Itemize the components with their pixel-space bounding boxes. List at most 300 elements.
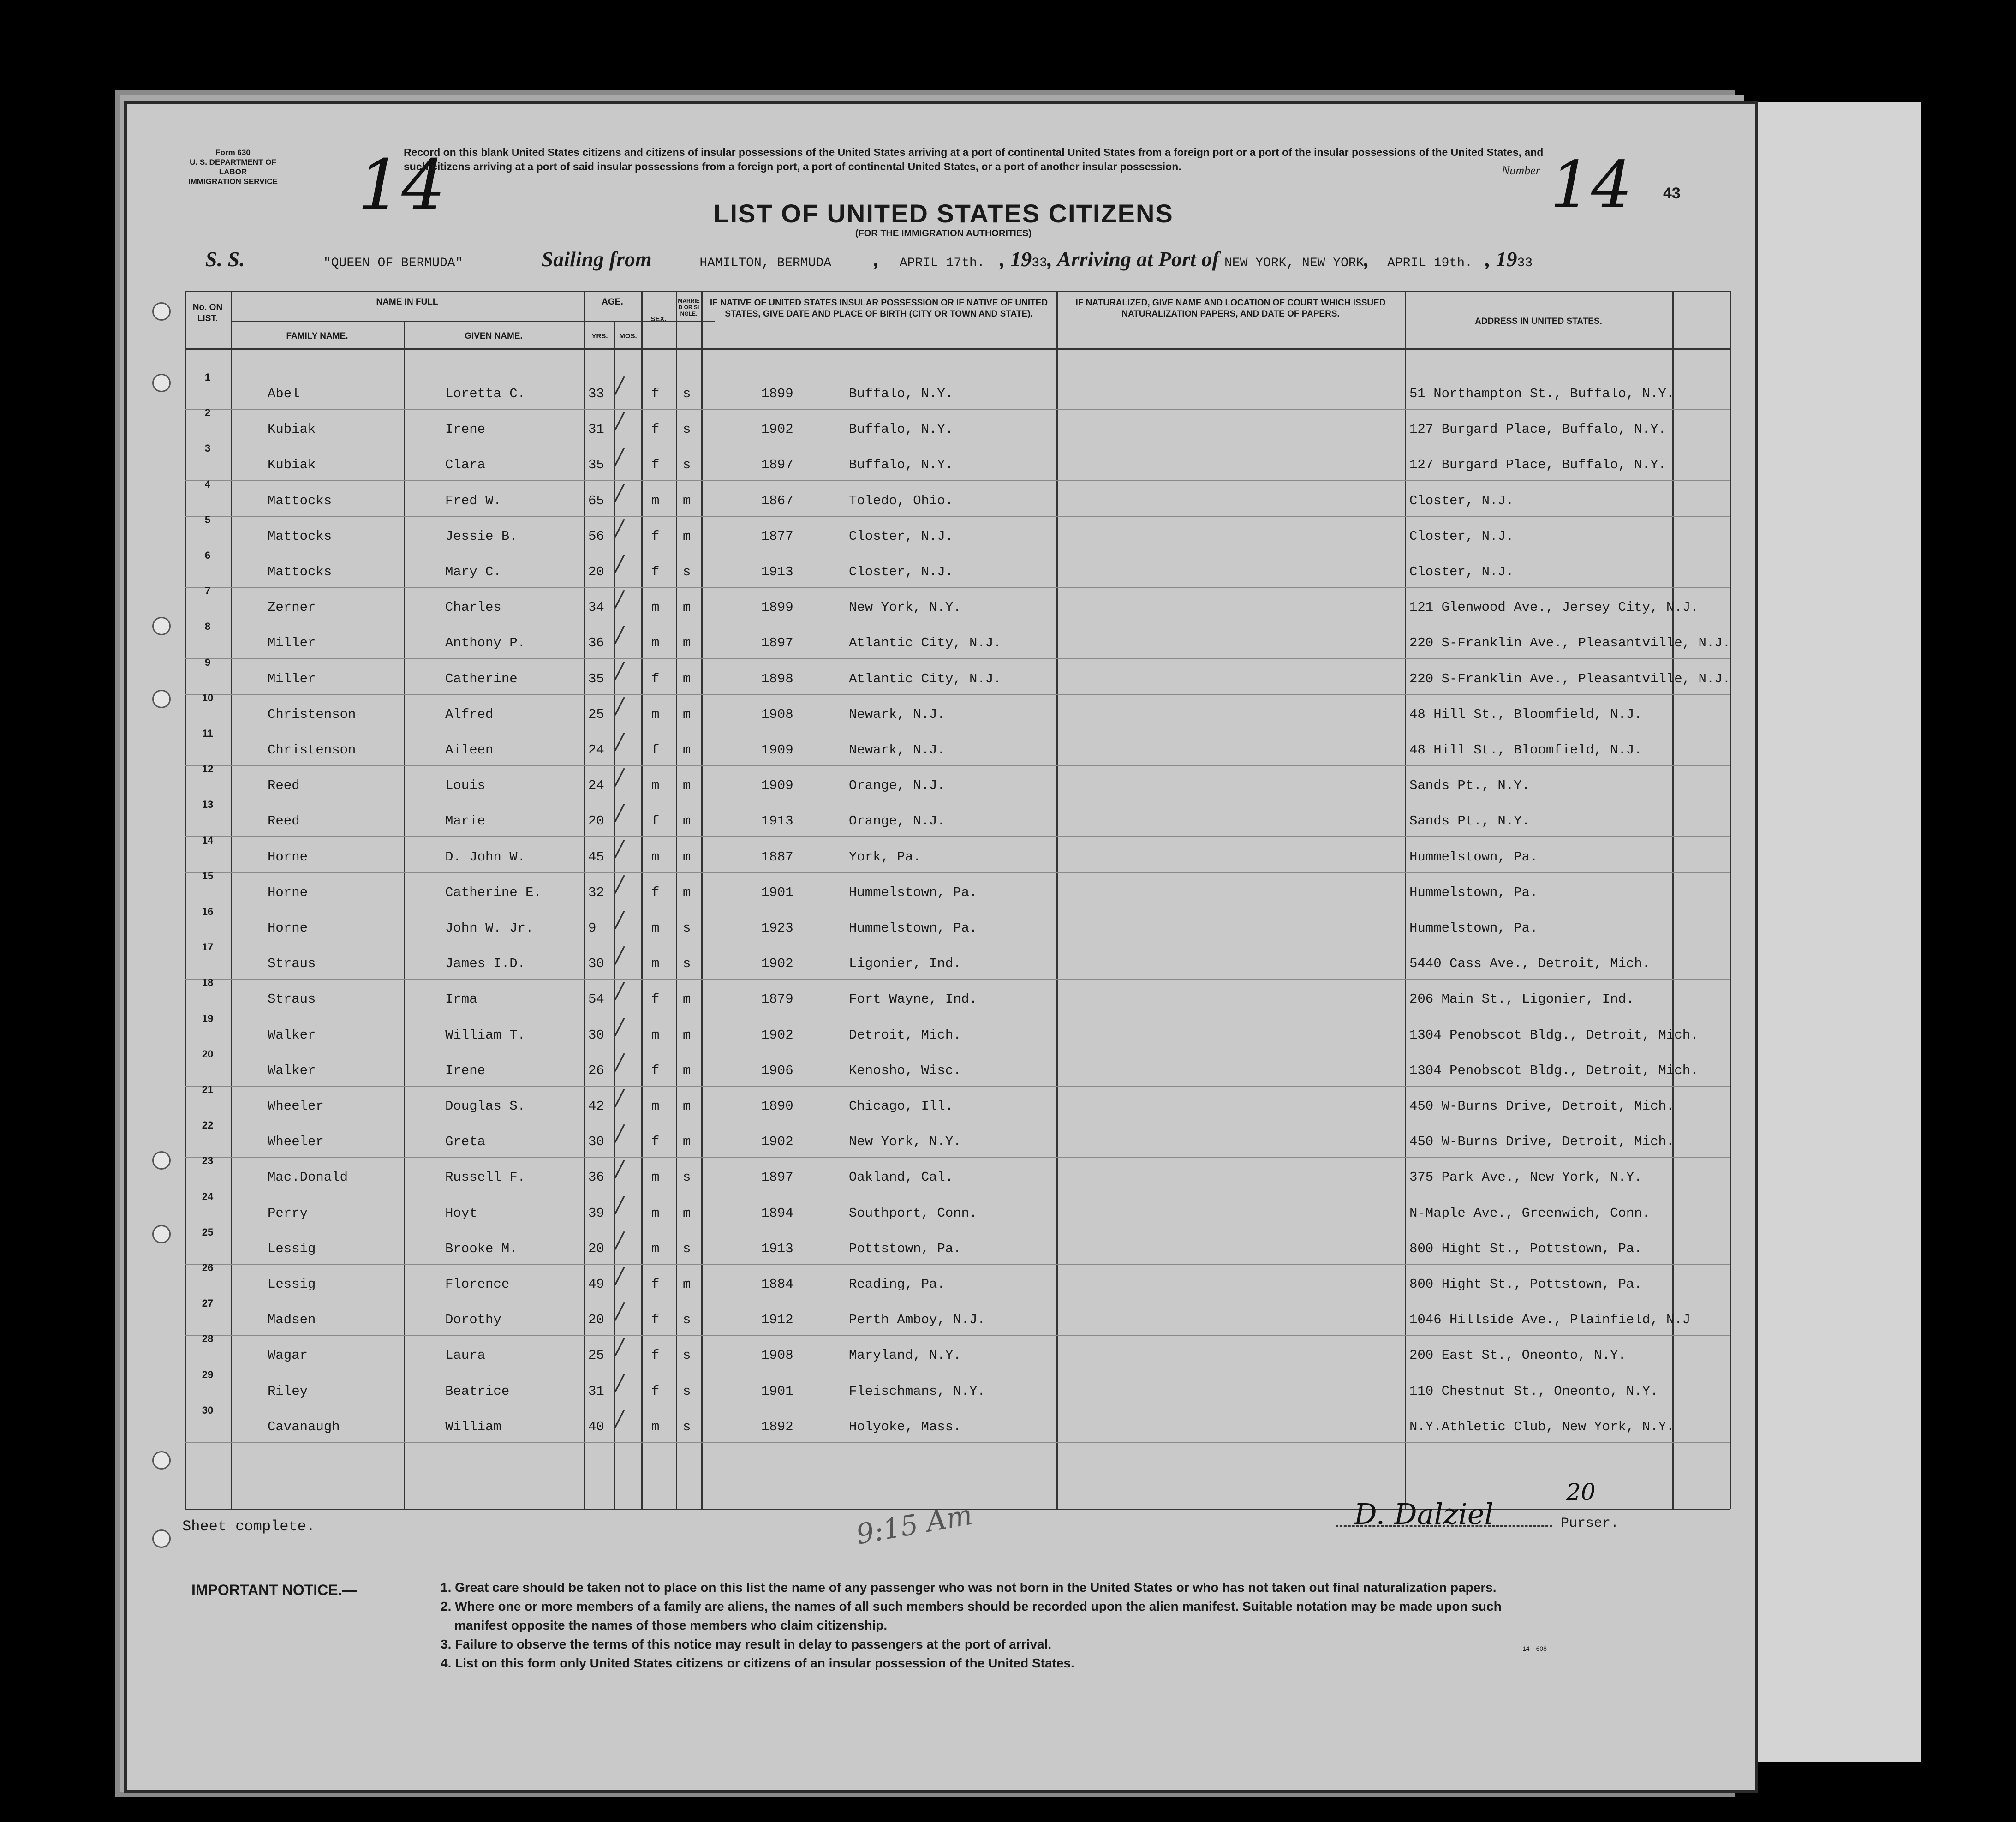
row-number: 27 [202,1297,214,1309]
birth-year: 1906 [761,1063,793,1078]
check-mark: / [616,1405,624,1431]
family-name: Christenson [268,742,356,758]
header-age: AGE. [602,297,623,307]
table-row [127,1048,1755,1093]
birth-year: 1894 [761,1205,793,1221]
row-number: 20 [202,1048,214,1060]
row-number: 24 [202,1190,214,1202]
ss-label: S. S. [205,247,245,271]
birth-year: 1899 [761,386,793,401]
page-subtitle: (FOR THE IMMIGRATION AUTHORITIES) [855,228,1032,239]
married-single: s [683,422,691,437]
family-name: Wheeler [268,1099,324,1114]
service: IMMIGRATION SERVICE [188,177,278,186]
table-row [127,906,1755,950]
sex: m [651,1027,660,1043]
birth-place: Reading, Pa. [849,1277,945,1292]
us-address: 220 S-Franklin Ave., Pleasantville, N.J. [1409,671,1731,687]
birth-place: Newark, N.J. [849,742,945,758]
given-name: Clara [445,457,486,473]
table-row [127,1012,1755,1057]
page-number: 43 [1663,185,1681,202]
arrival-date: APRIL 19th. [1387,256,1473,270]
married-single: m [683,1134,691,1150]
us-address: Hummelstown, Pa. [1409,884,1538,900]
age-years: 34 [588,600,604,615]
table-row [127,1333,1755,1378]
birth-year: 1913 [761,813,793,829]
age-years: 30 [588,1027,604,1043]
header-address: ADDRESS IN UNITED STATES. [1475,317,1602,326]
given-name: William T. [445,1027,526,1043]
birth-place: Atlantic City, N.J. [849,635,1002,651]
birth-year: 1912 [761,1312,793,1328]
table-row [127,834,1755,879]
punch-hole [152,617,171,635]
us-address: 1046 Hillside Ave., Plainfield, N.J [1409,1312,1691,1328]
check-mark: / [616,907,624,932]
family-name: Wheeler [268,1134,324,1150]
table-header-rule [185,348,1730,350]
age-years: 40 [588,1419,604,1434]
birth-year: 1913 [761,564,793,579]
sex: f [651,1134,660,1150]
purser-label: Purser. [1561,1516,1619,1531]
age-years: 65 [588,493,604,508]
family-name: Horne [268,884,308,900]
sex: m [651,1205,660,1221]
married-single: s [683,1170,691,1185]
row-number: 28 [202,1333,214,1345]
notice-line-2: 2. Where one or more members of a family are aliens, the names of all such members should be recorded upon the alien manifest. Suitable notation may be made upon such [441,1599,1502,1613]
given-name: Charles [445,600,501,615]
table-row [127,371,1755,416]
birth-year: 1898 [761,671,793,687]
check-mark: / [616,835,624,861]
sex: m [651,1419,660,1434]
birth-place: Southport, Conn. [849,1205,978,1221]
married-single: m [683,635,691,651]
row-number: 5 [204,514,211,526]
row-number: 9 [204,656,211,668]
us-address: Sands Pt., N.Y. [1409,813,1530,829]
check-mark: / [616,942,624,968]
family-name: Horne [268,920,308,936]
us-address: Closter, N.J. [1409,493,1514,508]
check-mark: / [616,1298,624,1325]
table-row [127,1297,1755,1342]
birth-place: Holyoke, Mass. [849,1419,961,1434]
form-identifier [182,148,284,186]
given-name: Brooke M. [445,1241,518,1256]
row-number: 10 [202,692,214,704]
birth-year: 1877 [761,528,793,544]
birth-year: 1879 [761,992,793,1007]
sex: m [651,849,660,865]
sex: f [651,457,660,473]
age-years: 30 [588,1134,604,1150]
married-single: m [683,849,691,865]
birth-year: 1892 [761,1419,793,1434]
given-name: Loretta C. [445,386,526,401]
row-number: 4 [204,478,211,490]
row-number: 17 [202,941,214,953]
check-mark: / [616,1369,624,1396]
check-mark: / [616,443,624,470]
sex: m [651,600,660,615]
notice-line-3: 3. Failure to observe the terms of this notice may result in delay to passengers at the port of arrival. [441,1637,1052,1651]
sex: m [651,956,660,972]
us-address: N-Maple Ave., Greenwich, Conn. [1409,1205,1651,1221]
family-name: Christenson [268,706,356,722]
year-prefix: 19 [1010,247,1032,271]
married-single: m [683,671,691,687]
family-name: Mattocks [268,528,332,544]
age-years: 20 [588,1312,604,1328]
punch-hole [152,1151,171,1170]
sex: f [651,1063,660,1078]
row-number: 12 [202,763,214,775]
year-prefix-2: 19 [1496,247,1517,271]
form-number: Form 630 [215,148,251,157]
age-years: 20 [588,1241,604,1256]
sex: f [651,1383,660,1399]
notice-line-2b: manifest opposite the names of those members who claim citizenship. [454,1618,888,1632]
table-row [127,1155,1755,1200]
us-address: 5440 Cass Ave., Detroit, Mich. [1409,956,1651,972]
birth-year: 1902 [761,422,793,437]
married-single: m [683,1277,691,1292]
birth-year: 1897 [761,1170,793,1185]
birth-place: Maryland, N.Y. [849,1348,961,1363]
header-birth: IF NATIVE OF UNITED STATES INSULAR POSSESSION OR IF NATIVE OF UNITED STATES, GIVE DATE AND PLACE OF BIRTH (CITY OR TOWN AND STATE). [710,298,1048,319]
check-mark: / [616,657,624,683]
age-years: 31 [588,422,604,437]
age-years: 39 [588,1205,604,1221]
us-address: 220 S-Franklin Ave., Pleasantville, N.J. [1409,635,1731,651]
check-mark: / [616,1156,624,1182]
row-number: 29 [202,1368,214,1380]
married-single: m [683,813,691,829]
table-row [127,621,1755,665]
given-name: James I.D. [445,956,526,972]
given-name: Greta [445,1134,486,1150]
table-row [127,763,1755,808]
given-name: Catherine E. [445,884,542,900]
birth-year: 1901 [761,884,793,900]
table-row [127,692,1755,737]
notice-line-1: 1. Great care should be taken not to place on this list the name of any passenger who was not born in the United States or who has not taken out final naturalization papers. [441,1580,1497,1595]
check-mark: / [616,764,624,790]
row-number: 26 [202,1262,214,1273]
row-number: 21 [202,1084,214,1095]
sex: f [651,884,660,900]
row-number: 7 [204,585,211,597]
family-name: Mattocks [268,493,332,508]
us-address: 1304 Penobscot Bldg., Detroit, Mich. [1409,1063,1699,1078]
married-single: m [683,528,691,544]
married-single: s [683,1312,691,1328]
birth-year: 1897 [761,635,793,651]
table-row [127,442,1755,487]
family-name: Lessig [268,1277,316,1292]
sex: f [651,422,660,437]
birth-year: 1909 [761,742,793,758]
notice-line-4: 4. List on this form only United States citizens or citizens of an insular possession of the United States. [441,1656,1074,1670]
punch-hole [152,1225,171,1243]
punch-hole [152,374,171,392]
sex: m [651,778,660,794]
number-label: Number [1502,164,1540,177]
us-address: 127 Burgard Place, Buffalo, N.Y. [1409,422,1666,437]
voyage-line: S. S. "QUEEN OF BERMUDA" Sailing from HAMILTON, BERMUDA , APRIL 17th. , 1933, Arriving at Port of NEW YORK, NEW YORK, APRIL 19th. , 1933 [205,247,1533,271]
us-address: 51 Northampton St., Buffalo, N.Y. [1409,386,1675,401]
ship-name: "QUEEN OF BERMUDA" [323,256,463,270]
age-years: 9 [588,920,596,936]
age-years: 24 [588,742,604,758]
birth-year: 1908 [761,706,793,722]
punch-hole [152,1529,171,1548]
check-mark: / [616,479,624,505]
given-name: William [445,1419,501,1434]
table-row [127,1119,1755,1164]
age-years: 31 [588,1383,604,1399]
family-name: Walker [268,1027,316,1043]
number-value: 14 [1550,148,1633,223]
departure-date: APRIL 17th. [899,256,985,270]
age-years: 36 [588,1170,604,1185]
birth-place: Buffalo, N.Y. [849,457,954,473]
us-address: 127 Burgard Place, Buffalo, N.Y. [1409,457,1666,473]
family-name: Miller [268,671,316,687]
birth-year: 1867 [761,493,793,508]
given-name: Beatrice [445,1383,510,1399]
birth-year: 1913 [761,1241,793,1256]
family-name: Mac.Donald [268,1170,348,1185]
check-mark: / [616,978,624,1004]
family-name: Lessig [268,1241,316,1256]
family-name: Riley [268,1383,308,1399]
row-number: 1 [204,371,211,383]
age-years: 45 [588,849,604,865]
family-name: Kubiak [268,457,316,473]
family-name: Miller [268,635,316,651]
birth-place: Closter, N.J. [849,564,954,579]
age-years: 33 [588,386,604,401]
given-name: Irma [445,992,477,1007]
birth-year: 1901 [761,1383,793,1399]
family-name: Mattocks [268,564,332,579]
age-years: 56 [588,528,604,544]
arrival-port: NEW YORK, NEW YORK [1224,256,1364,270]
us-address: 450 W-Burns Drive, Detroit, Mich. [1409,1134,1675,1150]
sex: m [651,493,660,508]
birth-place: Kenosho, Wisc. [849,1063,961,1078]
sex: f [651,386,660,401]
birth-year: 1908 [761,1348,793,1363]
check-mark: / [616,372,624,398]
sex: f [651,813,660,829]
row-number: 14 [202,834,214,846]
given-name: Aileen [445,742,494,758]
married-single: s [683,1383,691,1399]
birth-place: Orange, N.J. [849,778,945,794]
check-mark: / [616,1049,624,1075]
birth-year: 1902 [761,1134,793,1150]
married-single: s [683,386,691,401]
table-row [127,478,1755,523]
family-name: Wagar [268,1348,308,1363]
table-top-rule [185,291,1730,292]
given-name: Russell F. [445,1170,526,1185]
check-mark: / [616,621,624,648]
age-years: 25 [588,706,604,722]
row-number: 15 [202,870,214,882]
married-single: m [683,884,691,900]
birth-place: Buffalo, N.Y. [849,422,954,437]
check-mark: / [616,1120,624,1147]
birth-place: Orange, N.J. [849,813,945,829]
table-row [127,585,1755,630]
us-address: N.Y.Athletic Club, New York, N.Y. [1409,1419,1675,1434]
given-name: Jessie B. [445,528,518,544]
row-number: 19 [202,1012,214,1024]
check-mark: / [616,693,624,719]
table-row [127,870,1755,915]
us-address: 450 W-Burns Drive, Detroit, Mich. [1409,1099,1675,1114]
sex: m [651,706,660,722]
sheet-complete: Sheet complete. [182,1518,316,1535]
table-row [127,1190,1755,1236]
birth-place: New York, N.Y. [849,600,961,615]
married-single: s [683,457,691,473]
departure-year: 33 [1032,256,1047,270]
birth-year: 1884 [761,1277,793,1292]
record-instruction: Record on this blank United States citizens and citizens of insular possessions of the United States arriving at a port of continental United States from a foreign port or a port of the insular possessions of the United States, and such citizens arriving at a port of said insular possessions from a foreign port, a port of continental United States, or a port of another insular possession. [404,146,1544,173]
birth-place: Hummelstown, Pa. [849,920,978,936]
birth-place: Fort Wayne, Ind. [849,992,978,1007]
header-naturalized: IF NATURALIZED, GIVE NAME AND LOCATION OF COURT WHICH ISSUED NATURALIZATION PAPERS, AND DATE OF PAPERS. [1075,298,1386,319]
check-mark: / [616,514,624,541]
age-years: 20 [588,564,604,579]
purser-line [1336,1516,1619,1531]
punch-hole [152,690,171,708]
birth-place: Newark, N.J. [849,706,945,722]
married-single: m [683,1099,691,1114]
age-years: 20 [588,813,604,829]
given-name: Laura [445,1348,486,1363]
us-address: 1304 Penobscot Bldg., Detroit, Mich. [1409,1027,1699,1043]
birth-place: Fleischmans, N.Y. [849,1383,985,1399]
family-name: Kubiak [268,422,316,437]
family-name: Madsen [268,1312,316,1328]
given-name: Douglas S. [445,1099,526,1114]
check-mark: / [616,1263,624,1289]
check-mark: / [616,1191,624,1218]
sex: m [651,1241,660,1256]
sex: f [651,1348,660,1363]
check-mark: / [616,800,624,826]
us-address: 800 Hight St., Pottstown, Pa. [1409,1277,1642,1292]
handwritten-list-number: 14 [358,145,446,226]
married-single: m [683,493,691,508]
page-title: LIST OF UNITED STATES CITIZENS [713,199,1174,228]
us-address: Hummelstown, Pa. [1409,920,1538,936]
department: U. S. DEPARTMENT OF LABOR [190,158,276,176]
sex: m [651,635,660,651]
birth-place: Buffalo, N.Y. [849,386,954,401]
check-mark: / [616,1013,624,1039]
given-name: Fred W. [445,493,501,508]
sex: f [651,671,660,687]
given-name: Irene [445,422,486,437]
birth-year: 1899 [761,600,793,615]
row-number: 18 [202,977,214,989]
married-single: m [683,1205,691,1221]
birth-place: Oakland, Cal. [849,1170,954,1185]
us-address: 200 East St., Oneonto, N.Y. [1409,1348,1626,1363]
given-name: Florence [445,1277,510,1292]
sex: f [651,564,660,579]
birth-year: 1902 [761,1027,793,1043]
sex: f [651,992,660,1007]
family-name: Abel [268,386,300,401]
birth-place: Hummelstown, Pa. [849,884,978,900]
birth-place: New York, N.Y. [849,1134,961,1150]
sex: m [651,920,660,936]
birth-year: 1923 [761,920,793,936]
given-name: Anthony P. [445,635,526,651]
handwritten-time: 9:15 Am [853,1499,975,1551]
married-single: s [683,564,691,579]
birth-place: Ligonier, Ind. [849,956,961,972]
check-mark: / [616,871,624,897]
birth-year: 1890 [761,1099,793,1114]
us-address: Closter, N.J. [1409,564,1514,579]
family-name: Walker [268,1063,316,1078]
birth-place: Toledo, Ohio. [849,493,954,508]
sailing-label: Sailing from [541,247,652,271]
married-single: m [683,992,691,1007]
table-row [127,799,1755,843]
row-number: 3 [204,442,211,454]
given-name: Marie [445,813,486,829]
check-mark: / [616,729,624,754]
row-number: 22 [202,1119,214,1131]
age-years: 30 [588,956,604,972]
given-name: Mary C. [445,564,501,579]
birth-year: 1909 [761,778,793,794]
birth-year: 1887 [761,849,793,865]
us-address: 375 Park Ave., New York, N.Y. [1409,1170,1642,1185]
married-single: m [683,600,691,615]
punch-hole [152,302,171,321]
us-address: 110 Chestnut St., Oneonto, N.Y. [1409,1383,1658,1399]
header-married-single: MARRIED OR SINGLE. [678,298,700,317]
header-yrs: YRS. [591,332,608,340]
birth-year: 1897 [761,457,793,473]
given-name: Hoyt [445,1205,477,1221]
table-row [127,1262,1755,1307]
check-mark: / [616,1227,624,1253]
age-years: 42 [588,1099,604,1114]
row-number: 11 [202,728,213,739]
us-address: Sands Pt., N.Y. [1409,778,1530,794]
row-number: 23 [202,1155,214,1167]
married-single: s [683,956,691,972]
family-name: Perry [268,1205,308,1221]
birth-place: Perth Amboy, N.J. [849,1312,985,1328]
